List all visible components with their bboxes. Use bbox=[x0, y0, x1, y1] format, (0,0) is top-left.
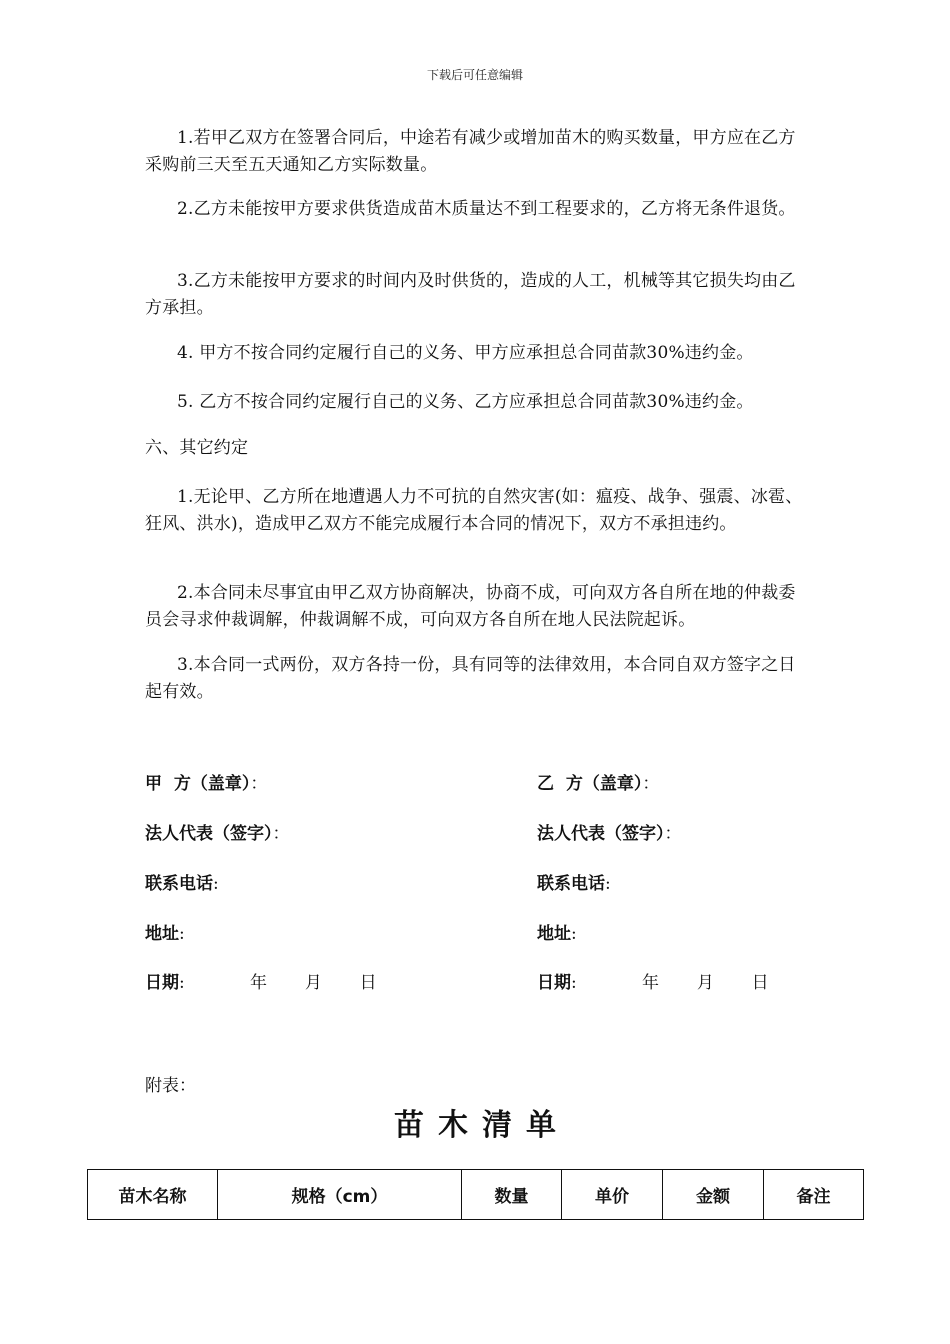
party-a-phone-label: 联系电话 bbox=[145, 874, 213, 894]
party-a-address-label: 地址 bbox=[145, 924, 179, 944]
table-header-row bbox=[88, 1170, 864, 1220]
clause-2: 2.乙方未能按甲方要求供货造成苗木质量达不到工程要求的，乙方将无条件退货。 bbox=[177, 199, 796, 219]
party-b-seal bbox=[537, 772, 659, 796]
party-b-date-value: 年 月 日 bbox=[642, 973, 769, 993]
party-a-seal-label: 甲 方（盖章） bbox=[145, 774, 251, 794]
other-clause-2: 2.本合同未尽事宜由甲乙双方协商解决，协商不成，可向双方各自所在地的仲裁委员会寻求仲裁调解，仲裁调解不成，可向双方各自所在地人民法院起诉。 bbox=[145, 583, 796, 630]
party-b-address bbox=[537, 922, 577, 946]
party-a-date-label: 日期 bbox=[145, 973, 179, 993]
colon: : bbox=[571, 924, 577, 944]
other-clause-3: 3.本合同一式两份，双方各持一份，具有同等的法律效用，本合同自双方签字之日起有效。 bbox=[145, 655, 796, 702]
header-unit-price: 单价 bbox=[562, 1170, 663, 1220]
colon: : bbox=[571, 973, 577, 993]
party-b-date-label: 日期 bbox=[537, 973, 571, 993]
party-b-address-label: 地址 bbox=[537, 924, 571, 944]
party-b-seal-label: 乙 方（盖章） bbox=[537, 774, 643, 794]
header-spec: 规格（cm） bbox=[218, 1170, 462, 1220]
party-b-phone bbox=[537, 872, 611, 896]
party-a-rep bbox=[145, 822, 290, 846]
party-b-rep bbox=[537, 822, 682, 846]
attachment-label: 附表： bbox=[145, 1076, 196, 1096]
other-clause-1: 1.无论甲、乙方所在地遭遇人力不可抗的自然灾害(如：瘟疫、战争、强震、冰雹、狂风、洪水)，造成甲乙双方不能完成履行本合同的情况下，双方不承担违约。 bbox=[145, 487, 803, 534]
header-plant-name: 苗木名称 bbox=[88, 1170, 218, 1220]
section-heading-other: 六、其它约定 bbox=[145, 438, 249, 458]
header-quantity: 数量 bbox=[462, 1170, 562, 1220]
party-a-seal bbox=[145, 772, 267, 796]
colon: : bbox=[213, 874, 219, 894]
clause-4: 4. 甲方不按合同约定履行自己的义务、甲方应承担总合同苗款30%违约金。 bbox=[177, 343, 754, 363]
clause-5: 5. 乙方不按合同约定履行自己的义务、乙方应承担总合同苗款30%违约金。 bbox=[177, 392, 754, 412]
header-remarks: 备注 bbox=[764, 1170, 864, 1220]
party-b-date bbox=[537, 971, 577, 995]
header-note: 下载后可任意编辑 bbox=[426, 68, 523, 82]
header-amount: 金额 bbox=[663, 1170, 764, 1220]
list-title: 苗木清单 bbox=[394, 1108, 570, 1143]
colon: : bbox=[179, 973, 185, 993]
colon: ： bbox=[664, 824, 682, 844]
party-a-date-value: 年 月 日 bbox=[250, 973, 377, 993]
plant-list-table bbox=[87, 1169, 864, 1220]
party-a-rep-label: 法人代表（签字） bbox=[145, 824, 273, 844]
party-b-rep-label: 法人代表（签字） bbox=[537, 824, 665, 844]
colon: ： bbox=[250, 774, 268, 794]
clause-3: 3.乙方未能按甲方要求的时间内及时供货的，造成的人工，机械等其它损失均由乙方承担。 bbox=[145, 271, 796, 318]
clause-1: 1.若甲乙双方在签署合同后，中途若有减少或增加苗木的购买数量，甲方应在乙方采购前三天至五天通知乙方实际数量。 bbox=[145, 128, 796, 175]
colon: : bbox=[179, 924, 185, 944]
party-a-date bbox=[145, 971, 185, 995]
colon: ： bbox=[272, 824, 290, 844]
party-a-address bbox=[145, 922, 185, 946]
party-a-phone bbox=[145, 872, 219, 896]
colon: ： bbox=[642, 774, 660, 794]
colon: : bbox=[605, 874, 611, 894]
party-b-phone-label: 联系电话 bbox=[537, 874, 605, 894]
